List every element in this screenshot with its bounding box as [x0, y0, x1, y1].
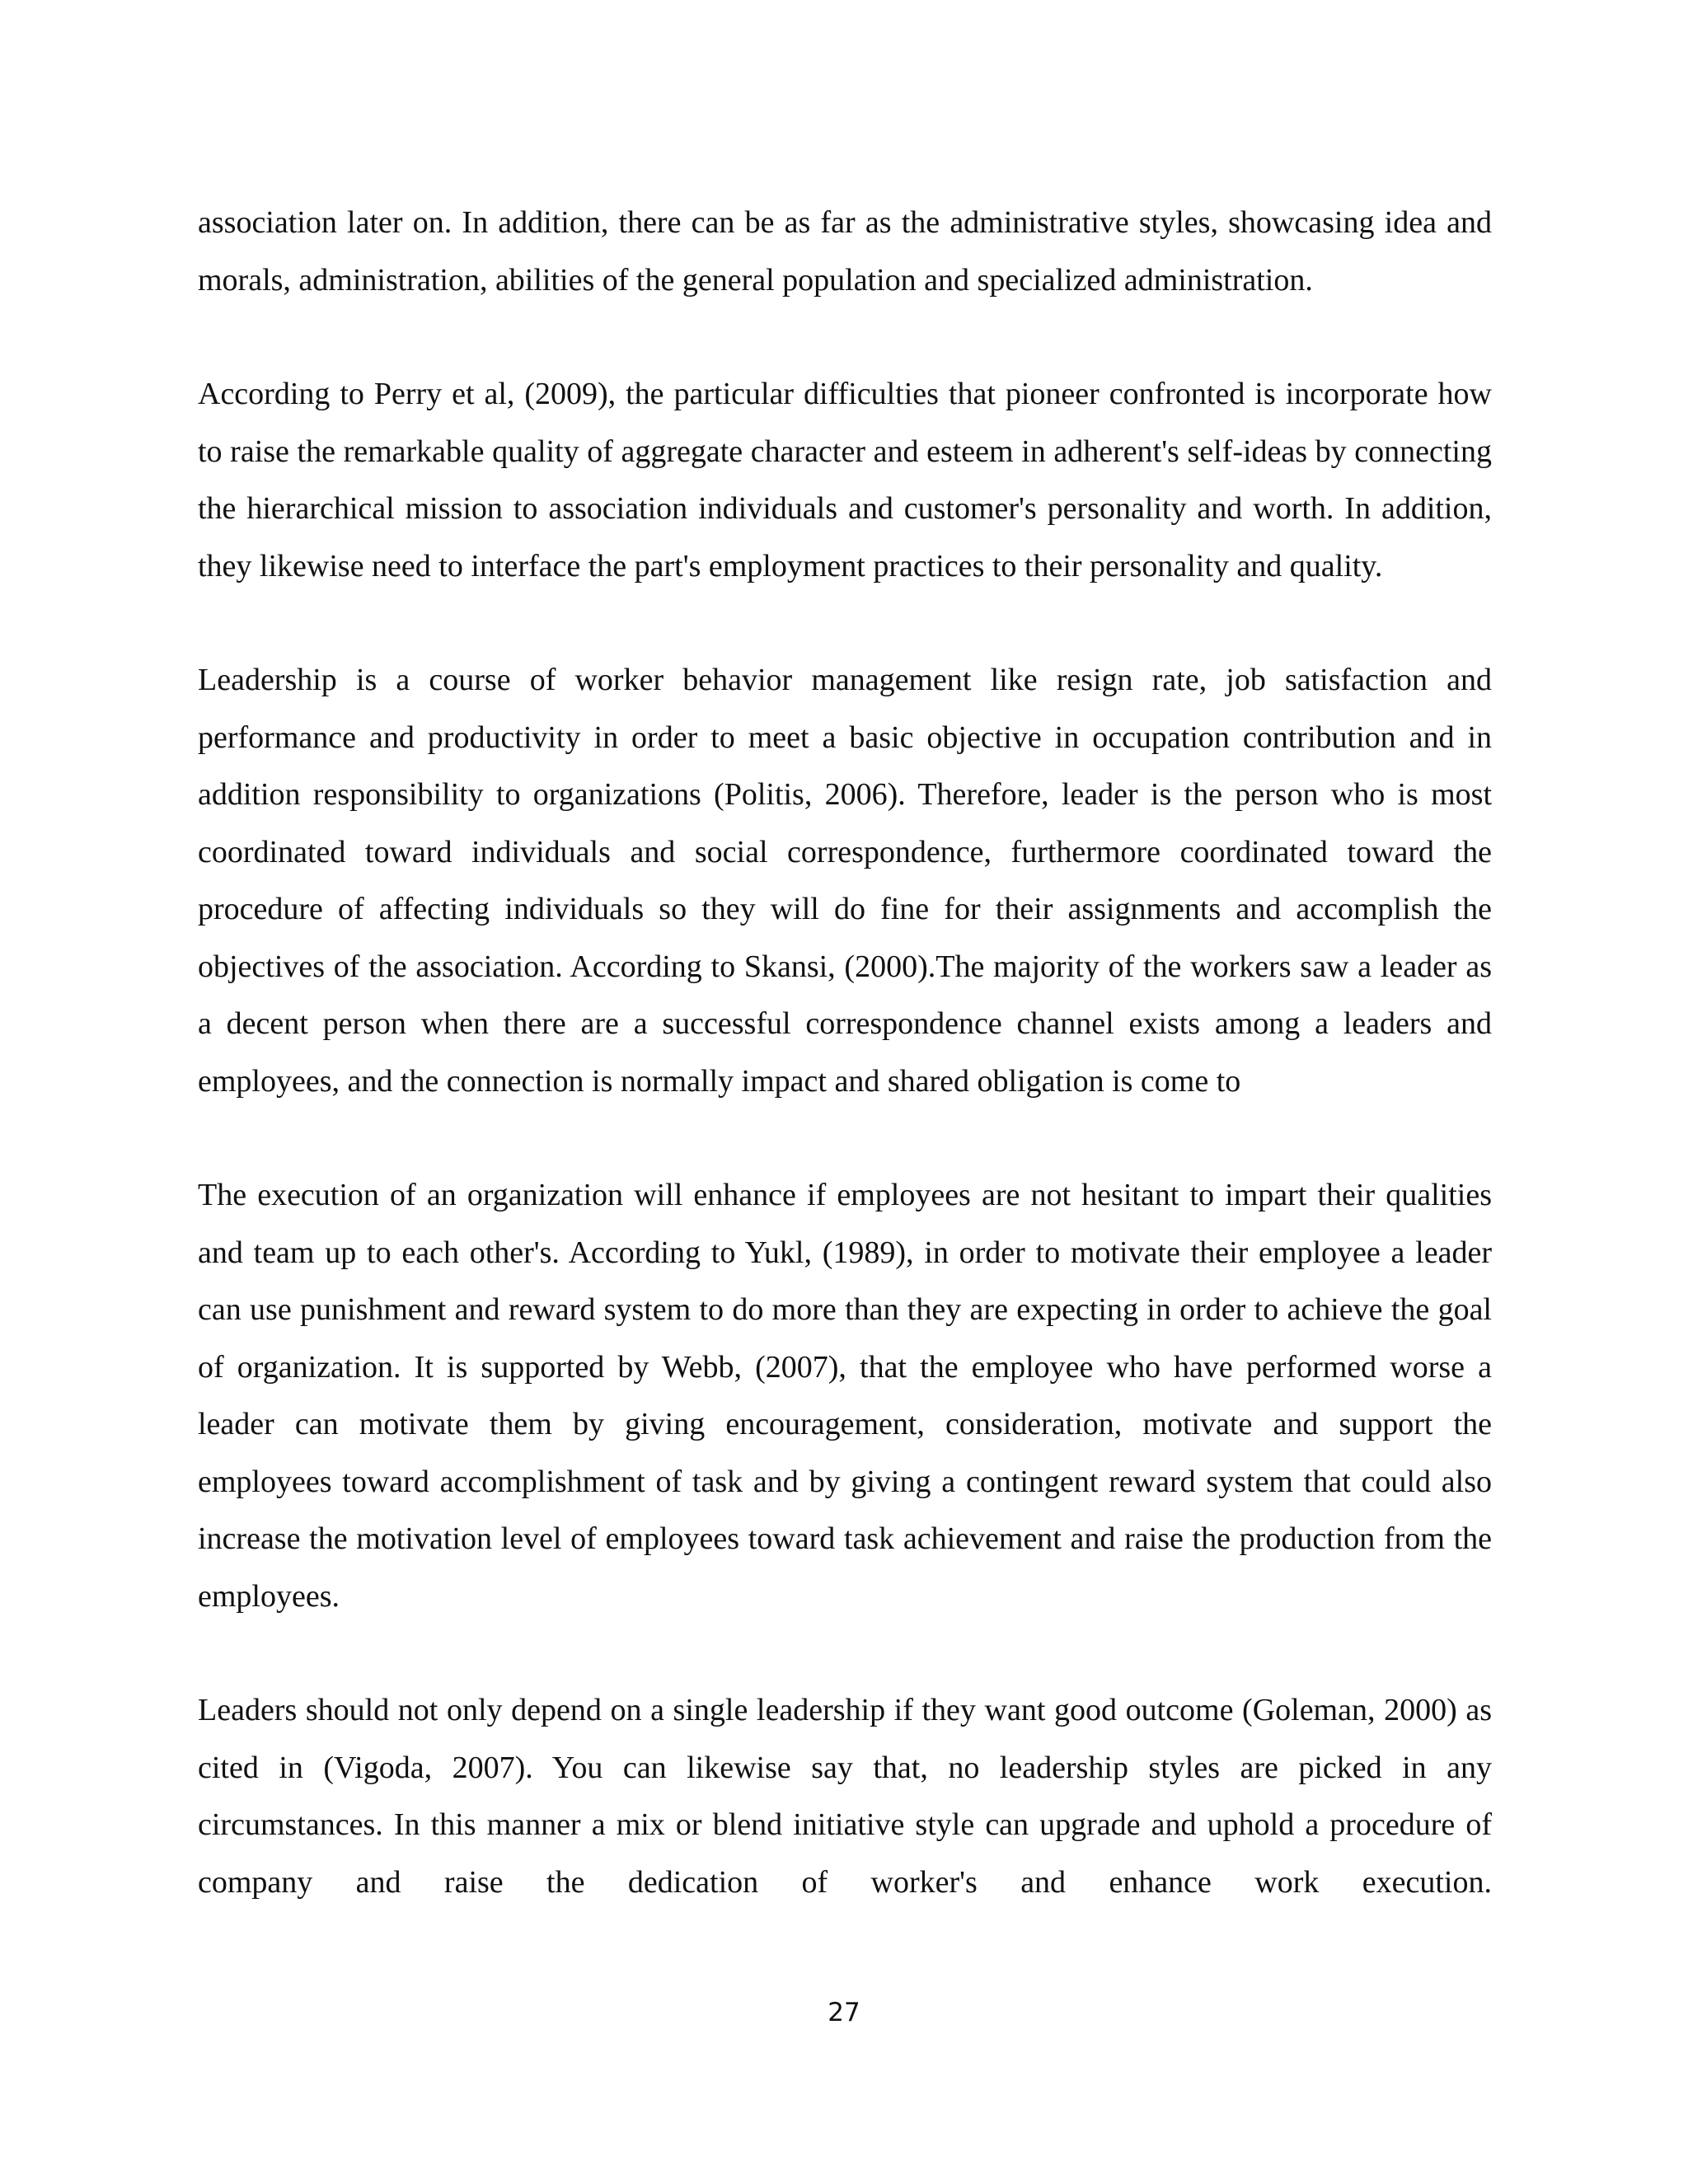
paragraph-4: The execution of an organization will enhance if employees are not hesitant to impart their qualities and team up to each other's. According to Yukl, (1989), in order to motivate their employee a leader can use punishment and reward system to do more than they are expecting in order to achieve the goal of organization. It is supported by Webb, (2007), that the employee who have performed worse a leader can motivate them by giving encouragement, consideration, motivate and support the employees toward accomplishment of task and by giving a contingent reward system that could also increase the motivation level of employees toward task achievement and raise the production from the employees. [198, 1178, 1492, 1614]
body-text [198, 194, 1492, 1911]
paragraph-1: association later on. In addition, there can be as far as the administrative styles, showcasing idea and morals, administration, abilities of the general population and specialized administration. [198, 205, 1492, 298]
page-number: 27 [828, 1998, 860, 2027]
paragraph-5: Leaders should not only depend on a single leadership if they want good outcome (Goleman, 2000) as cited in (Vigoda, 2007). You can likewise say that, no leadership styles are picked in any circumstances. In this manner a mix or blend initiative style can upgrade and uphold a procedure of company and raise the dedication of worker's and enhance work execution. [198, 1693, 1492, 1900]
paragraph-3: Leadership is a course of worker behavior management like resign rate, job satisfaction and performance and productivity in order to meet a basic objective in occupation contribution and in addition responsibility to organizations (Politis, 2006). Therefore, leader is the person who is most coordinated toward individuals and social correspondence, furthermore coordinated toward the procedure of affecting individuals so they will do fine for their assignments and accomplish the objectives of the association. According to Skansi, (2000).The majority of the workers saw a leader as a decent person when there are a successful correspondence channel exists among a leaders and employees, and the connection is normally impact and shared obligation is come to [198, 663, 1492, 1099]
paragraph-2: According to Perry et al, (2009), the particular difficulties that pioneer confronted is incorporate how to raise the remarkable quality of aggregate character and esteem in adherent's self-ideas by connecting the hierarchical mission to association individuals and customer's personality and worth. In addition, they likewise need to interface the part's employment practices to their personality and quality. [198, 377, 1492, 583]
